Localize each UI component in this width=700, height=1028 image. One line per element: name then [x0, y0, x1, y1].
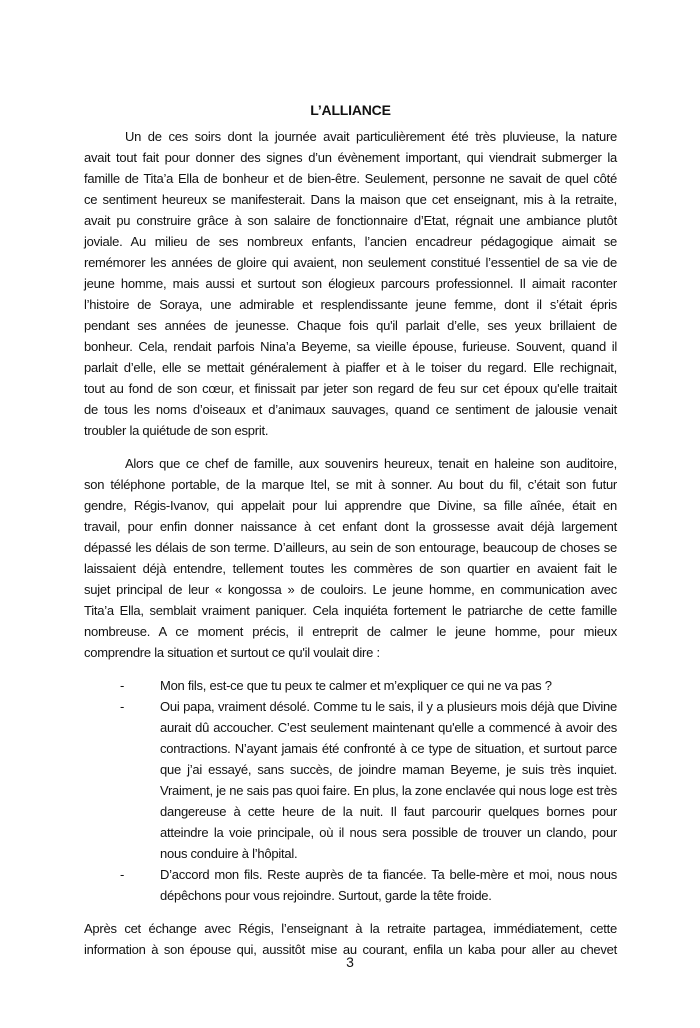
text-line: Après cet échange avec Régis, l’enseignant à la retraite partagea, immédiatement, cette — [84, 921, 617, 936]
text-line: D’accord mon fils. Reste auprès de ta fiancée. Ta belle-mère et moi, nous nous — [160, 867, 617, 882]
text-line: aurait dû accoucher. C’est seulement maintenant qu'elle a commencé à avoir des — [160, 720, 617, 735]
dialog-list — [120, 675, 617, 906]
text-line: contractions. N’ayant jamais été confronté à ce type de situation, et surtout parce — [160, 741, 617, 756]
dialog-item — [120, 696, 617, 864]
text-line: famille de Tita’a Ella de bonheur et de bien-être. Seulement, personne ne savait de quel côté — [84, 171, 617, 186]
text-line: information à son épouse qui, aussitôt mise au courant, enfila un kaba pour aller au chevet — [84, 942, 617, 957]
text-line: dépêchons pour vous rejoindre. Surtout, garde la tête froide. — [160, 888, 492, 903]
chapter-title: L’ALLIANCE — [310, 102, 391, 118]
dash-bullet: - — [120, 699, 125, 714]
text-line: tout au fond de son cœur, et finissait par jeter son regard de feu sur cet époux qu'elle traitait — [84, 381, 617, 396]
text-line: ce sentiment heureux se manifesterait. Dans la maison que cet enseignant, mis à la retraite, — [84, 192, 617, 207]
dialog-item — [120, 675, 617, 696]
text-line: Oui papa, vraiment désolé. Comme tu le sais, il y a plusieurs mois déjà que Divine — [160, 699, 617, 714]
text-line: parlait d’elle, elle se mettait généralement à piaffer et à le toiser du regard. Elle rechignait, — [84, 360, 617, 375]
text-line: l’histoire de Soraya, une admirable et resplendissante jeune femme, dont il s’était épris — [84, 297, 617, 312]
text-line: Mon fils, est-ce que tu peux te calmer et m’expliquer ce qui ne va pas ? — [160, 678, 552, 693]
text-line: travail, pour enfin donner naissance à cet enfant dont la grossesse avait déjà largement — [84, 519, 617, 534]
text-line: avait pu construire grâce à son salaire de fonctionnaire d’Etat, régnait une ambiance plutôt — [84, 213, 617, 228]
text-line: nous conduire à l’hôpital. — [160, 846, 298, 861]
text-line: nombreuse. A ce moment précis, il entreprit de calmer le jeune homme, pour mieux — [84, 624, 617, 639]
text-line: Un de ces soirs dont la journée avait particulièrement été très pluvieuse, la nature — [125, 129, 617, 144]
paragraph-1 — [84, 126, 617, 441]
text-line: Vraiment, je ne sais pas quoi faire. En plus, la zone enclavée qui nous loge est très — [160, 783, 617, 798]
text-line: gendre, Régis-Ivanov, qui appelait pour lui apprendre que Divine, sa fille aînée, était en — [84, 498, 617, 513]
dash-bullet: - — [120, 678, 125, 693]
text-line: dépassé les délais de son terme. D’ailleurs, au sein de son entourage, beaucoup de choses se — [84, 540, 617, 555]
page-number: 3 — [346, 954, 354, 970]
text-line: bonheur. Cela, rendait parfois Nina’a Beyeme, sa vieille épouse, furieuse. Souvent, quand il — [84, 339, 617, 354]
text-line: atteindre la voie principale, où il nous sera possible de trouver un clando, pour — [160, 825, 617, 840]
text-line: son téléphone portable, de la marque Itel, se mit à sonner. Au bout du fil, c’était son futur — [84, 477, 617, 492]
dash-bullet: - — [120, 867, 125, 882]
text-line: comprendre la situation et surtout ce qu'il voulait dire : — [84, 645, 380, 660]
paragraph-2 — [84, 453, 617, 663]
text-line: dangereuse à cette heure de la nuit. Il faut parcourir quelques bornes pour — [160, 804, 617, 819]
text-line: laissaient déjà entendre, tellement toutes les commères de son quartier en avaient fait le — [84, 561, 617, 576]
text-line: Alors que ce chef de famille, aux souvenirs heureux, tenait en haleine son auditoire, — [125, 456, 617, 471]
document-page — [84, 100, 617, 972]
text-line: pendant ses années de jeunesse. Chaque fois qu'il parlait d’elle, ses yeux brillaient de — [84, 318, 617, 333]
text-line: jeune homme, mais aussi et surtout son élogieux parcours professionnel. Il aimait raconter — [84, 276, 617, 291]
text-line: avait tout fait pour donner des signes d’un évènement important, qui viendrait submerger la — [84, 150, 617, 165]
text-line: de tous les noms d’oiseaux et d’animaux sauvages, quand ce sentiment de jalousie venait — [84, 402, 617, 417]
text-line: remémorer les années de gloire qui avaient, non seulement constitué l’essentiel de sa vie de — [84, 255, 617, 270]
text-line: sujet principal de leur « kongossa » de couloirs. Le jeune homme, en communication avec — [84, 582, 617, 597]
text-line: Tita’a Ella, semblait vraiment paniquer. Cela inquiéta fortement le patriarche de cette famille — [84, 603, 617, 618]
dialog-item — [120, 864, 617, 906]
text-line: joviale. Au milieu de ses nombreux enfants, l’ancien encadreur pédagogique aimait se — [84, 234, 617, 249]
text-line: troubler la quiétude de son esprit. — [84, 423, 269, 438]
text-line: que j’ai essayé, sans succès, de joindre maman Beyeme, je suis très inquiet. — [160, 762, 617, 777]
